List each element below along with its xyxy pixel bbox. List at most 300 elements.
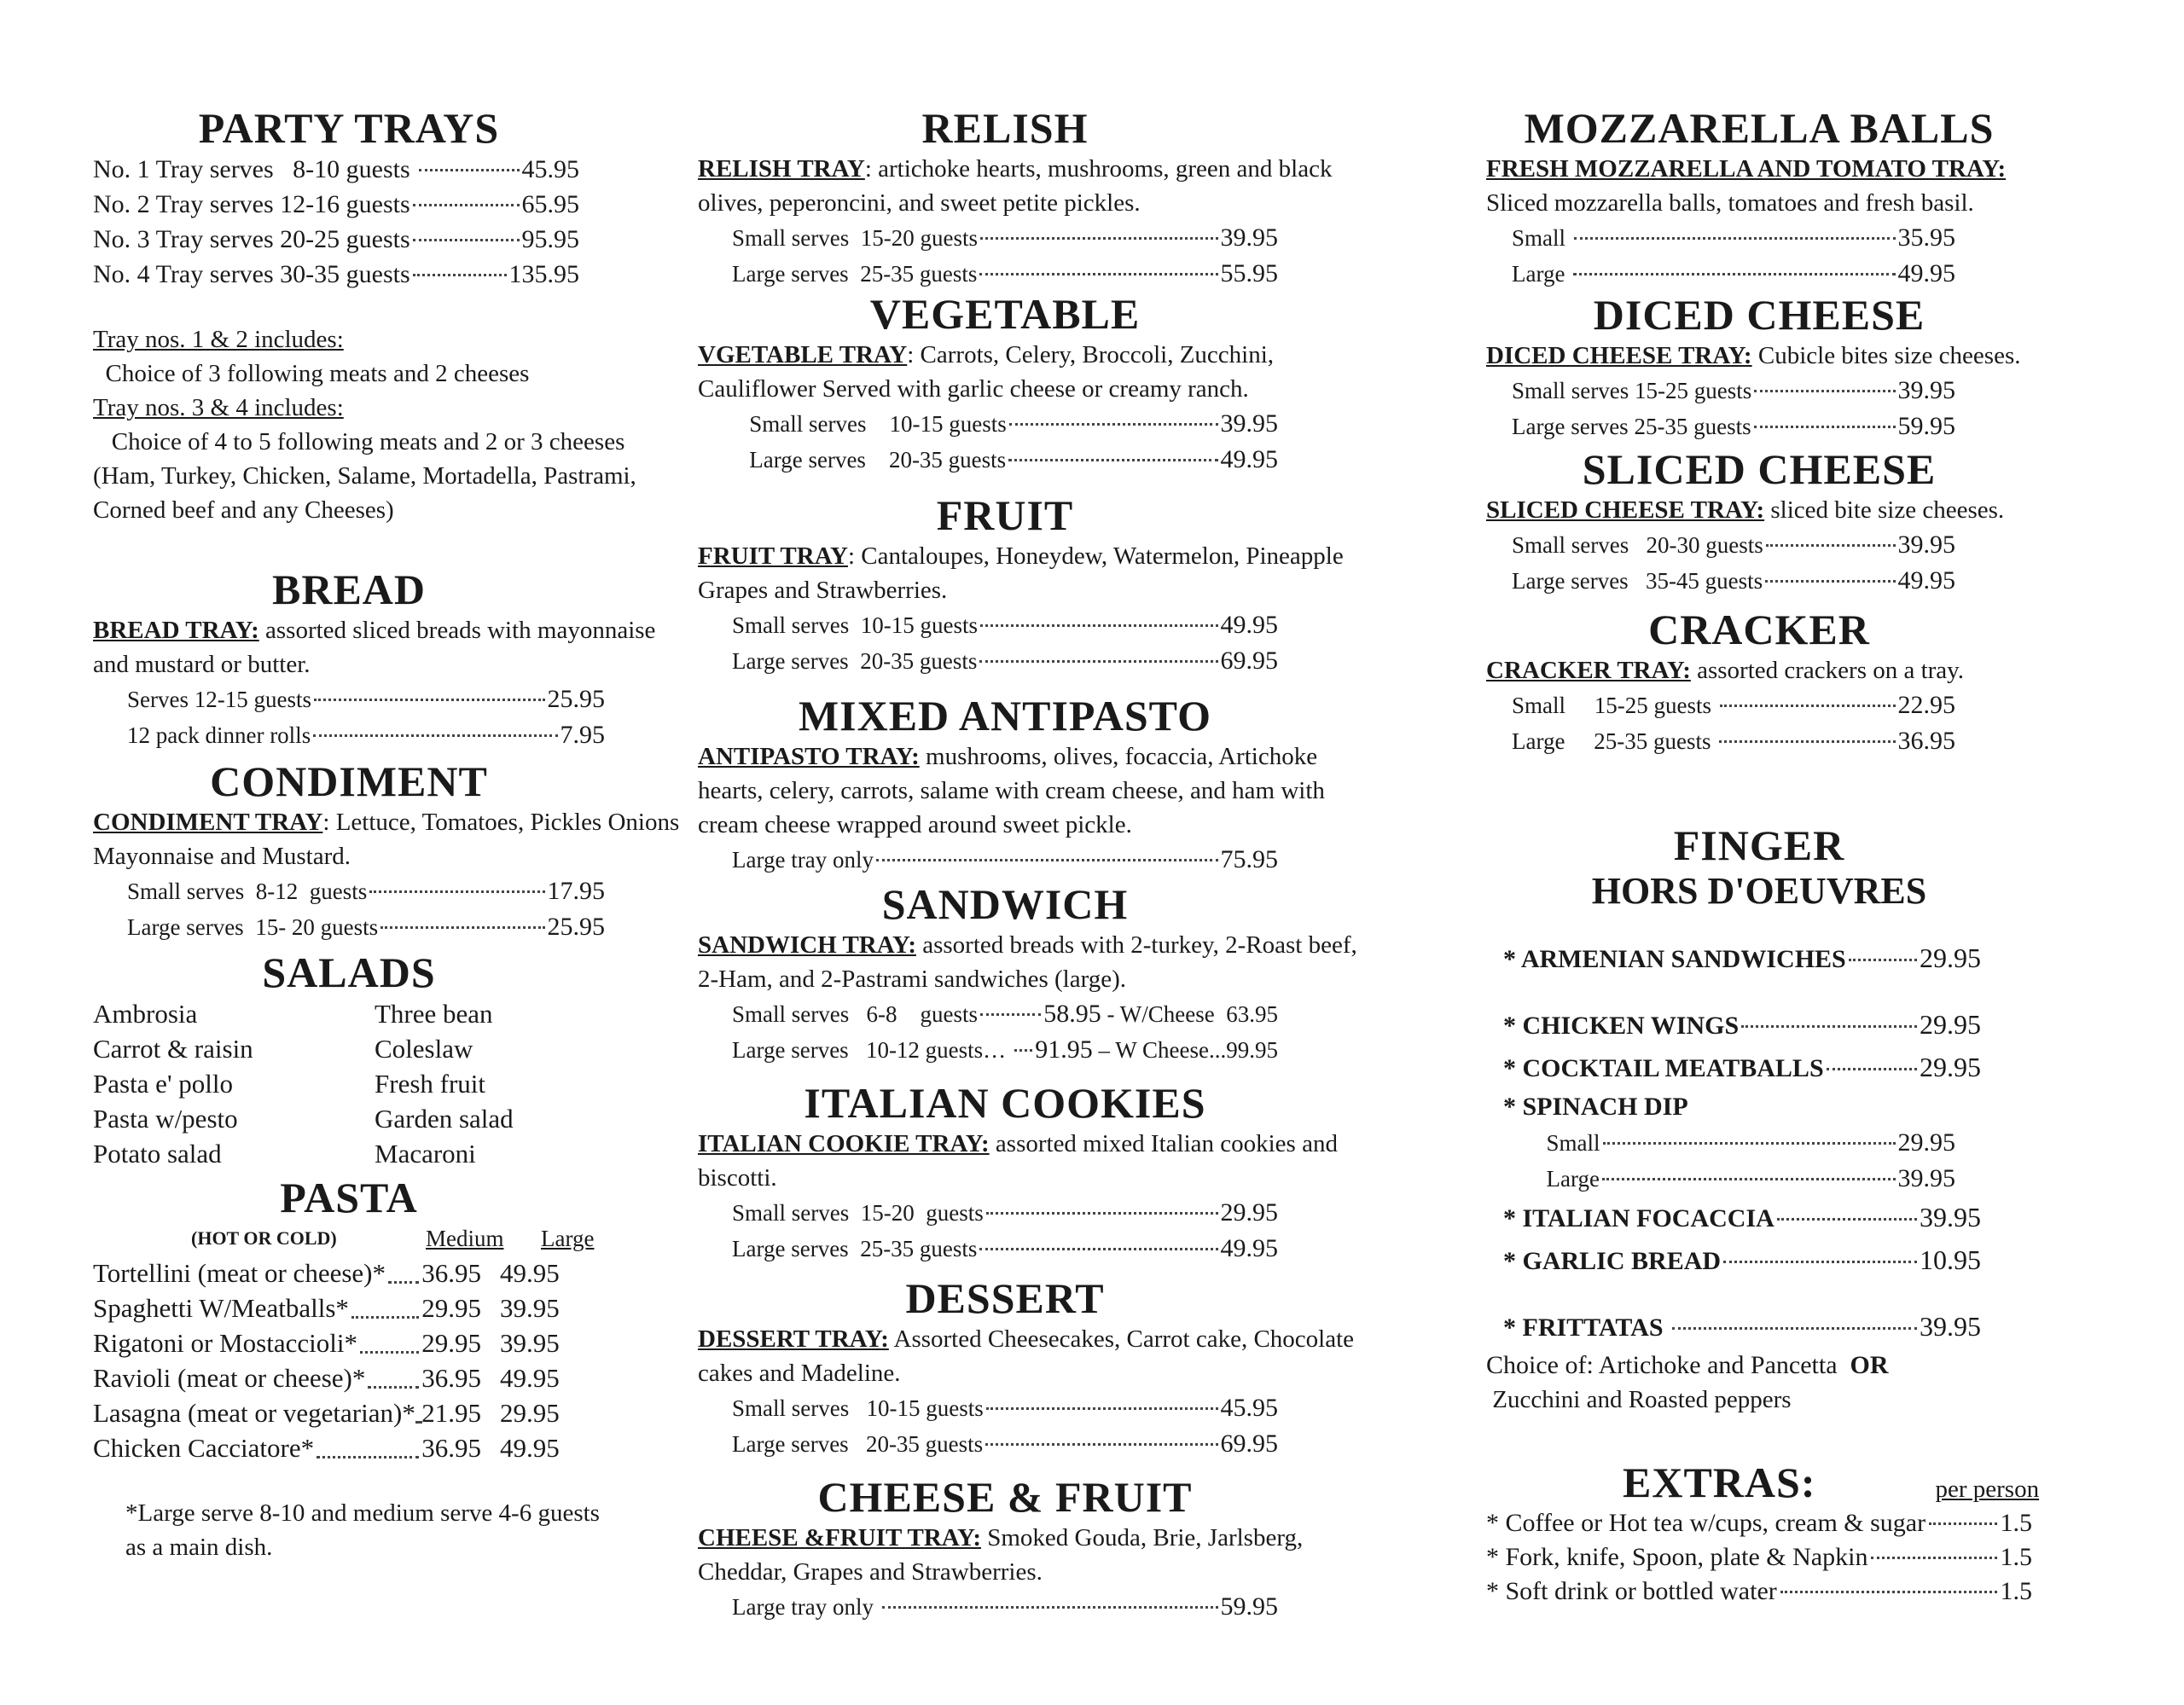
tray-name: FRESH MOZZARELLA AND TOMATO TRAY:: [1486, 155, 2007, 183]
dot-leader: [313, 734, 557, 737]
section-title: VEGETABLE: [869, 290, 1141, 338]
section-bread: [93, 565, 690, 753]
subheading: Tray nos. 3 & 4 includes:: [93, 394, 344, 421]
salad-name: Pasta w/pesto: [93, 1104, 238, 1134]
tray-name: CHEESE &FRUIT TRAY:: [698, 1524, 981, 1551]
column-large: Large: [541, 1226, 595, 1251]
tray-details: : Cantaloupes, Honeydew, Watermelon, Pineapple Grapes and Strawberries.: [698, 542, 1344, 604]
section-sandwich: [698, 880, 1380, 1068]
price-row: [1486, 687, 1955, 723]
item-price: 91.95: [1035, 1035, 1093, 1064]
pasta-name: Rigatoni or Mostaccioli*: [93, 1328, 357, 1358]
dot-leader: [1765, 580, 1895, 583]
item-label: Small serves 8-12 guests: [127, 879, 368, 904]
price-row: [698, 1195, 1278, 1231]
price-row: [1486, 937, 1981, 980]
section-title: CONDIMENT: [210, 757, 488, 805]
item-label: Large: [1512, 1166, 1600, 1192]
item-price-extra: - W/Cheese 63.95: [1101, 1001, 1278, 1027]
choice-text: Choice of: Artichoke and Pancetta: [1486, 1351, 1850, 1379]
item-label: Small serves 10-15 guests: [732, 612, 978, 638]
section-pasta: [93, 1174, 690, 1564]
tray-description: [1486, 493, 2100, 527]
extras-row: [1486, 1506, 2032, 1540]
price-row: [698, 643, 1278, 679]
dot-leader: [979, 273, 1217, 275]
salad-name: Ambrosia: [93, 999, 198, 1029]
item-price: 39.95: [1220, 409, 1278, 438]
text-line: Zucchini and Roasted peppers: [1486, 1386, 1792, 1413]
price-row: [698, 256, 1278, 292]
dot-leader: [1827, 1068, 1917, 1070]
text-line: Sliced mozzarella balls, tomatoes and fresh basil.: [1486, 189, 1974, 217]
item-price: 39.95: [1920, 1311, 1981, 1342]
item-price: 45.95: [1220, 1394, 1278, 1422]
section-sliced-cheese: [1486, 445, 2100, 599]
dot-leader: [1008, 459, 1217, 461]
dot-leader: [418, 1389, 419, 1424]
tray-name: BREAD TRAY:: [93, 617, 259, 644]
price-row: [93, 873, 605, 909]
price-row: [698, 1589, 1278, 1625]
item-price: 7.95: [560, 721, 605, 749]
dot-leader: [1720, 705, 1896, 707]
price-medium: 21.95: [421, 1398, 481, 1428]
tray-details: Assorted Cheesecakes, Carrot cake, Chocolate cakes and Madeline.: [698, 1325, 1355, 1387]
text-line: Choice of 4 to 5 following meats and 2 or 3 cheeses: [93, 428, 625, 455]
dot-leader: [979, 1248, 1217, 1250]
price-large: 49.95: [500, 1433, 560, 1463]
item-label: Serves 12-15 guests: [127, 687, 311, 712]
section-title: CRACKER: [1648, 606, 1870, 653]
item-price: 39.95: [1897, 376, 1955, 404]
pasta-item: [93, 1360, 481, 1395]
price-large: 29.95: [500, 1398, 560, 1428]
tray-details: : Carrots, Celery, Broccoli, Zucchini, Cauliflower Served with garlic cheese or creamy ranch.: [698, 341, 1275, 403]
extras-row: [1486, 1540, 2032, 1575]
item-price: 22.95: [1897, 691, 1955, 719]
section-title: EXTRAS:: [1623, 1459, 1816, 1506]
salad-row: [93, 1101, 690, 1136]
item-price: 59.95: [1220, 1592, 1278, 1621]
item-price: 36.95: [1897, 727, 1955, 755]
price-row: [1486, 1197, 1981, 1239]
tray-details: : artichoke hearts, mushrooms, green and black olives, peperoncini, and sweet petite pickles.: [698, 155, 1333, 217]
item-label: No. 2 Tray serves 12-16 guests: [93, 190, 410, 218]
item-label: Large serves 25-35 guests: [1512, 414, 1751, 439]
price-row: [698, 406, 1278, 442]
item-price: 25.95: [547, 913, 605, 941]
dot-leader: [351, 1284, 419, 1319]
section-title: SANDWICH: [881, 880, 1129, 928]
dot-leader: [1754, 390, 1895, 392]
tray-name: FRUIT TRAY: [698, 542, 848, 570]
spacer: [1486, 1282, 2100, 1306]
footnote: *Large serve 8-10 and medium serve 4-6 guests as a main dish.: [125, 1499, 600, 1561]
price-row: [93, 909, 605, 945]
section-title: FRUIT: [936, 491, 1074, 539]
item-price: 95.95: [521, 225, 579, 253]
dot-leader: [1574, 237, 1896, 240]
price-row: [1486, 1004, 1981, 1047]
pasta-item: [93, 1325, 481, 1360]
tray-description: [93, 613, 690, 681]
item-label: Small: [1512, 1130, 1600, 1156]
dot-leader: [413, 274, 507, 276]
dot-leader: [360, 1319, 419, 1354]
price-large: 39.95: [500, 1328, 560, 1358]
spacer: [1486, 980, 2100, 1004]
tray-details: mushrooms, olives, focaccia, Artichoke hearts, celery, carrots, salame with cream cheese, and ham with cream cheese wrapped around sweet pickle.: [698, 743, 1325, 838]
tray-description: [698, 1521, 1380, 1589]
dot-leader: [986, 1407, 1218, 1410]
dot-leader: [413, 239, 520, 241]
item-price: 39.95: [1897, 531, 1955, 559]
tray-name: RELISH TRAY: [698, 155, 865, 183]
price-row: [1486, 256, 1955, 292]
salad-row: [93, 1136, 690, 1171]
column-medium: Medium: [426, 1226, 504, 1251]
dot-leader: [979, 660, 1217, 663]
item-label: * ITALIAN FOCACCIA: [1503, 1204, 1774, 1232]
dot-leader: [1871, 1557, 1996, 1559]
tray-name: SLICED CHEESE TRAY:: [1486, 496, 1765, 524]
text-line: (Ham, Turkey, Chicken, Salame, Mortadella, Pastrami, Corned beef and any Cheeses): [93, 462, 643, 524]
extra-label: * Soft drink or bottled water: [1486, 1577, 1777, 1605]
tray-details: : Lettuce, Tomatoes, Pickles Onions Mayonnaise and Mustard.: [93, 809, 680, 870]
item-price: 49.95: [1897, 259, 1955, 287]
tray-details: assorted breads with 2-turkey, 2-Roast beef, 2-Ham, and 2-Pastrami sandwiches (large).: [698, 931, 1357, 993]
item-price: 55.95: [1220, 259, 1278, 287]
pasta-name: Spaghetti W/Meatballs*: [93, 1293, 349, 1323]
item-price: 39.95: [1920, 1202, 1981, 1232]
price-large: 39.95: [500, 1293, 560, 1323]
tray-description: [698, 539, 1380, 607]
dot-leader: [1719, 740, 1895, 743]
dot-leader: [882, 1606, 1218, 1609]
price-row: [698, 1390, 1278, 1426]
text-line: Choice of 3 following meats and 2 cheeses: [93, 360, 530, 387]
extra-price: 1.5: [2000, 1543, 2032, 1571]
item-label: Large serves 20-35 guests: [732, 648, 978, 674]
tray-description: [93, 805, 690, 873]
dot-leader: [980, 624, 1218, 627]
dot-leader: [1777, 1218, 1917, 1221]
price-row: [1486, 563, 1955, 599]
item-label: Large tray only: [732, 1594, 880, 1620]
price-row: [698, 220, 1278, 256]
item-price: 25.95: [547, 685, 605, 713]
item-price: 69.95: [1220, 1430, 1278, 1458]
section-cheese-fruit: [698, 1473, 1380, 1625]
section-title: DICED CHEESE: [1593, 291, 1926, 339]
tray-description: [1486, 653, 2100, 687]
tray-name: DICED CHEESE TRAY:: [1486, 342, 1752, 369]
dot-leader: [1603, 1142, 1896, 1145]
item-label: * GARLIC BREAD: [1503, 1247, 1722, 1275]
item-label: Large tray only: [732, 847, 874, 873]
section-vegetable: [698, 290, 1380, 478]
dot-leader: [1723, 1261, 1917, 1263]
item-price: 59.95: [1897, 412, 1955, 440]
section-title: PARTY TRAYS: [198, 104, 500, 152]
salad-name: Macaroni: [375, 1139, 476, 1169]
price-large: 49.95: [500, 1258, 560, 1288]
item-label: Small serves 10-15 guests: [732, 1395, 984, 1421]
price-row: [1486, 220, 1955, 256]
spacer: [1486, 913, 2100, 937]
price-row: [698, 607, 1278, 643]
price-row: [1486, 1306, 1981, 1348]
tray-name: ITALIAN COOKIE TRAY:: [698, 1130, 990, 1157]
section-fruit: [698, 491, 1380, 679]
or-label: OR: [1850, 1351, 1889, 1379]
dot-leader: [980, 237, 1218, 240]
pasta-name: Tortellini (meat or cheese)*: [93, 1258, 386, 1288]
dot-leader: [1741, 1025, 1917, 1028]
pasta-name: Chicken Cacciatore*: [93, 1433, 315, 1463]
tray-details: assorted crackers on a tray.: [1690, 657, 1965, 684]
dot-leader: [980, 1013, 1041, 1016]
salad-name: Pasta e' pollo: [93, 1069, 234, 1099]
item-label: Large 25-35 guests: [1512, 728, 1717, 754]
item-label: Large serves 25-35 guests: [732, 1236, 978, 1261]
tray-description: [698, 338, 1380, 406]
section-mozzarella-balls: [1486, 104, 2100, 292]
tray-details: assorted mixed Italian cookies and biscotti.: [698, 1130, 1338, 1192]
pasta-name: Ravioli (meat or cheese)*: [93, 1363, 366, 1393]
section-dessert: [698, 1274, 1380, 1462]
item-label: Large serves 20-35 guests: [732, 447, 1007, 473]
dot-leader: [1602, 1178, 1896, 1180]
dot-leader: [1849, 959, 1917, 961]
price-row: [1486, 409, 1955, 444]
price-row: [1486, 373, 1955, 409]
tray-description: [698, 739, 1380, 842]
item-label: Large serves 10-12 guests…: [732, 1037, 1012, 1063]
salad-row: [93, 1066, 690, 1101]
price-row: [93, 681, 605, 717]
price-medium: 36.95: [421, 1363, 481, 1393]
item-label: * COCKTAIL MEATBALLS: [1503, 1054, 1824, 1082]
price-row: [1486, 1161, 1955, 1197]
extras-header: [1486, 1459, 2100, 1506]
price-row: [698, 996, 1278, 1032]
section-relish: [698, 104, 1380, 292]
item-price: 10.95: [1920, 1244, 1981, 1275]
dot-leader: [1780, 1591, 1997, 1593]
item-label: No. 4 Tray serves 30-35 guests: [93, 260, 410, 288]
extra-price: 1.5: [2000, 1509, 2032, 1537]
section-title: RELISH: [921, 104, 1089, 152]
section-finger: [1486, 821, 2100, 1417]
pasta-note: (HOT OR COLD): [191, 1227, 337, 1249]
pasta-item: [93, 1395, 481, 1430]
price-medium: 29.95: [421, 1293, 481, 1323]
spacer: [93, 1465, 690, 1496]
item-label: 12 pack dinner rolls: [127, 722, 311, 748]
tray-name: SANDWICH TRAY:: [698, 931, 916, 959]
section-condiment: [93, 757, 690, 945]
pasta-item: [93, 1430, 481, 1465]
tray-details: Smoked Gouda, Brie, Jarlsberg, Cheddar, Grapes and Strawberries.: [698, 1524, 1304, 1586]
tray-name: DESSERT TRAY:: [698, 1325, 889, 1353]
dot-leader: [1672, 1327, 1917, 1330]
price-row: [93, 187, 579, 222]
section-title: CHEESE & FRUIT: [817, 1473, 1193, 1521]
section-title: PASTA: [280, 1174, 418, 1221]
tray-description: [698, 152, 1380, 220]
salad-name: Coleslaw: [375, 1034, 473, 1064]
extra-label: * Fork, knife, Spoon, plate & Napkin: [1486, 1543, 1868, 1571]
dot-leader: [1573, 273, 1895, 275]
price-row: [698, 1426, 1278, 1462]
section-salads: [93, 948, 690, 1171]
dot-leader: [1929, 1522, 1996, 1525]
price-row: [698, 1032, 1278, 1068]
item-label: Large serves 20-35 guests: [732, 1431, 984, 1457]
item-price: 45.95: [521, 155, 579, 183]
dot-leader: [876, 859, 1218, 861]
tray-details: assorted sliced breads with mayonnaise and mustard or butter.: [93, 617, 656, 678]
item-label: Large: [1512, 261, 1571, 287]
section-title: DESSERT: [905, 1274, 1105, 1322]
dot-leader: [419, 169, 519, 171]
item-label: * ARMENIAN SANDWICHES: [1503, 945, 1846, 973]
dot-leader: [1766, 544, 1896, 547]
salad-name: Garden salad: [375, 1104, 514, 1134]
item-label: Large serves 25-35 guests: [732, 261, 978, 287]
dot-leader: [1009, 423, 1218, 426]
section-title: FINGER: [1673, 821, 1845, 869]
dot-leader: [314, 699, 545, 701]
dot-leader: [985, 1443, 1217, 1446]
section-italian-cookies: [698, 1079, 1380, 1267]
tray-description: [698, 1322, 1380, 1390]
item-label: Small serves 15-20 guests: [732, 1200, 984, 1226]
item-label: Large serves 35-45 guests: [1512, 568, 1763, 594]
item-price: 69.95: [1220, 647, 1278, 675]
item-label: Small 15-25 guests: [1512, 693, 1717, 718]
section-title: MIXED ANTIPASTO: [798, 692, 1212, 739]
price-row: [93, 257, 579, 292]
section-subtitle: HORS D'OEUVRES: [1591, 870, 1927, 912]
item-label: Small serves 10-15 guests: [732, 411, 1007, 437]
tray-description: [698, 1127, 1380, 1195]
tray-name: CRACKER TRAY:: [1486, 657, 1691, 684]
dot-leader: [1014, 1049, 1032, 1052]
price-row: [93, 717, 605, 753]
item-price-extra: – W Cheese...99.95: [1092, 1037, 1278, 1063]
salad-row: [93, 1031, 690, 1066]
item-label: * CHICKEN WINGS: [1503, 1012, 1740, 1040]
item-price: 49.95: [1220, 445, 1278, 473]
tray-description: [1486, 152, 2100, 186]
item-price: 49.95: [1220, 611, 1278, 639]
price-row: [1486, 1047, 1981, 1089]
extra-label: * Coffee or Hot tea w/cups, cream & sugar: [1486, 1509, 1926, 1537]
extra-price: 1.5: [2000, 1577, 2032, 1605]
dot-leader: [1754, 426, 1896, 428]
item-label: No. 3 Tray serves 20-25 guests: [93, 225, 410, 253]
tray-name: VGETABLE TRAY: [698, 341, 908, 368]
item-price: 29.95: [1897, 1128, 1955, 1157]
section-mixed-antipasto: [698, 692, 1380, 878]
price-large: 49.95: [500, 1363, 560, 1393]
section-title: SALADS: [262, 948, 436, 996]
item-price: 17.95: [547, 877, 605, 905]
salad-name: Three bean: [375, 999, 493, 1029]
section-extras: [1486, 1459, 2100, 1609]
item-label: Small: [1512, 225, 1571, 251]
tray-details: sliced bite size cheeses.: [1764, 496, 2005, 524]
section-diced-cheese: [1486, 291, 2100, 444]
dot-leader: [317, 1424, 419, 1459]
price-row: [93, 152, 579, 187]
item-price: 65.95: [521, 190, 579, 218]
dot-leader: [986, 1212, 1218, 1215]
item-label: Small serves 6-8 guests: [732, 1001, 978, 1027]
item-label: No. 1 Tray serves 8-10 guests: [93, 155, 417, 183]
item-price: 29.95: [1920, 1009, 1981, 1040]
salad-row: [93, 996, 690, 1031]
salad-name: Fresh fruit: [375, 1069, 486, 1099]
per-person-label: per person: [1935, 1476, 2040, 1503]
item-price: 29.95: [1920, 1052, 1981, 1082]
section-title: ITALIAN COOKIES: [804, 1079, 1206, 1127]
pasta-name: Lasagna (meat or vegetarian)*: [93, 1398, 415, 1428]
subheading: Tray nos. 1 & 2 includes:: [93, 326, 344, 353]
dot-leader: [413, 204, 520, 206]
dot-leader: [369, 890, 544, 893]
spacer: [93, 292, 690, 322]
item-label: * FRITTATAS: [1503, 1314, 1670, 1342]
item-label: Small serves 15-25 guests: [1512, 378, 1752, 403]
price-row: [698, 442, 1278, 478]
item-price: 39.95: [1220, 223, 1278, 252]
price-medium: 29.95: [421, 1328, 481, 1358]
pasta-row: [93, 1430, 690, 1465]
section-title: SLICED CHEESE: [1582, 445, 1937, 493]
price-row: [698, 842, 1278, 878]
item-price: 29.95: [1220, 1198, 1278, 1227]
dot-leader: [380, 926, 544, 929]
item-price: 49.95: [1897, 566, 1955, 594]
item-price: 35.95: [1897, 223, 1955, 252]
salad-name: Potato salad: [93, 1139, 222, 1169]
price-medium: 36.95: [421, 1433, 481, 1463]
price-row: [93, 222, 579, 257]
pasta-row: [93, 1360, 690, 1395]
item-label: Small serves 15-20 guests: [732, 225, 978, 251]
item-heading: * SPINACH DIP: [1503, 1093, 1688, 1121]
dot-leader: [368, 1354, 419, 1389]
frittata-choice: [1486, 1348, 2100, 1383]
section-party-trays: [93, 104, 690, 527]
dot-leader: [388, 1249, 419, 1284]
price-row: [1486, 1125, 1955, 1161]
item-label: Large serves 15- 20 guests: [127, 914, 379, 940]
tray-name: ANTIPASTO TRAY:: [698, 743, 920, 770]
item-price: 49.95: [1220, 1234, 1278, 1262]
section-title: MOZZARELLA BALLS: [1524, 104, 1995, 152]
item-price: 58.95: [1043, 1000, 1101, 1028]
item-price: 75.95: [1220, 845, 1278, 873]
tray-name: CONDIMENT TRAY: [93, 809, 323, 836]
item-price: 135.95: [508, 260, 579, 288]
price-row: [1486, 723, 1955, 759]
item-label: Small serves 20-30 guests: [1512, 532, 1763, 558]
